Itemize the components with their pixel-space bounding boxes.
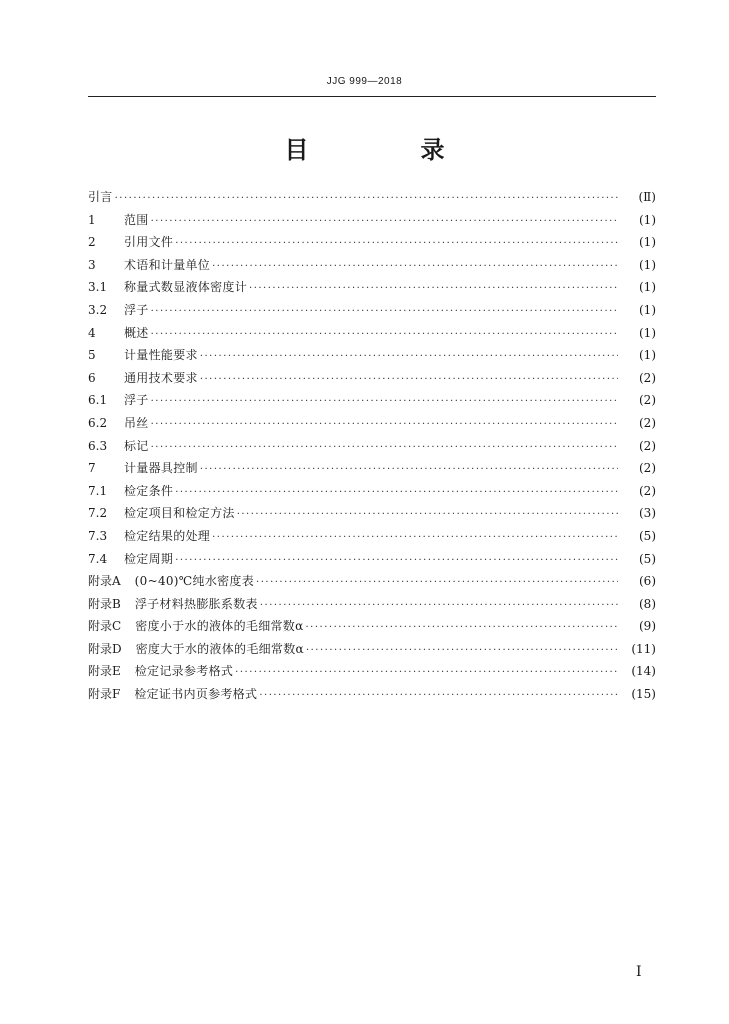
toc-entry-title: 检定周期 — [124, 551, 174, 566]
toc-entry[interactable] — [88, 480, 656, 503]
toc-entry-number: 1 — [88, 212, 96, 227]
toc-entry-page: (5) — [639, 528, 656, 543]
toc-entry-title: 检定记录参考格式 — [134, 664, 234, 679]
toc-entry-title: 密度小于水的液体的毛细常数α — [135, 619, 304, 634]
toc-dot-leader — [200, 369, 618, 392]
toc-entry-number: 附录B — [88, 596, 121, 611]
toc-entry[interactable] — [88, 412, 656, 435]
toc-entry-page: (2) — [639, 415, 656, 430]
toc-entry[interactable] — [88, 254, 656, 277]
toc-entry[interactable] — [88, 209, 656, 232]
toc-entry-page: (11) — [631, 641, 656, 656]
toc-entry-page: (1) — [639, 235, 656, 250]
toc-entry[interactable] — [88, 299, 656, 322]
toc-entry-page: (2) — [639, 438, 656, 453]
toc-entry-page: (15) — [631, 687, 656, 702]
page-title: 目 录 — [284, 136, 489, 164]
toc-dot-leader — [175, 550, 618, 573]
toc-entry-title: 范围 — [124, 212, 149, 227]
toc-entry-number: 7.1 — [88, 483, 108, 498]
toc-entry-number: 3 — [88, 257, 96, 272]
toc-entry[interactable] — [88, 615, 656, 638]
toc-dot-leader — [151, 301, 618, 324]
toc-dot-leader — [256, 572, 618, 595]
toc-entry-title: (0~40)℃纯水密度表 — [134, 574, 255, 589]
toc-entry-page: (1) — [639, 280, 656, 295]
toc-dot-leader — [151, 414, 618, 437]
toc-entry-number: 5 — [88, 348, 96, 363]
toc-entry-title: 检定项目和检定方法 — [124, 506, 235, 521]
toc-entry-title: 浮子材料热膨胀系数表 — [134, 596, 258, 611]
toc-entry-title: 计量性能要求 — [124, 348, 198, 363]
toc-entry-title: 计量器具控制 — [124, 461, 198, 476]
toc-entry-page: (1) — [639, 257, 656, 272]
toc-entry-title: 引用文件 — [124, 235, 174, 250]
toc-entry-title: 标记 — [124, 438, 149, 453]
toc-entry-title: 检定证书内页参考格式 — [134, 687, 258, 702]
document-code: JJG 999—2018 — [326, 76, 403, 87]
toc-entry-page: (2) — [639, 370, 656, 385]
toc-entry[interactable] — [88, 186, 656, 209]
toc-entry-number: 附录D — [88, 641, 122, 656]
toc-entry[interactable] — [88, 435, 656, 458]
toc-entry[interactable] — [88, 322, 656, 345]
toc-entry[interactable] — [88, 457, 656, 480]
toc-dot-leader — [151, 211, 618, 234]
toc-dot-leader — [260, 595, 618, 618]
toc-entry-number: 附录F — [88, 687, 121, 702]
toc-entry-page: (14) — [631, 664, 656, 679]
toc-dot-leader — [235, 662, 618, 685]
toc-entry-number: 6.3 — [88, 438, 108, 453]
toc-entry-number: 7.4 — [88, 551, 108, 566]
page-number: I — [636, 964, 642, 980]
toc-entry[interactable] — [88, 593, 656, 616]
toc-dot-leader — [115, 188, 618, 211]
toc-entry-title: 称量式数显液体密度计 — [124, 280, 248, 295]
toc-dot-leader — [151, 324, 618, 347]
toc-entry[interactable] — [88, 548, 656, 571]
toc-entry-number: 7.2 — [88, 506, 108, 521]
toc-entry[interactable] — [88, 367, 656, 390]
toc-entry-title: 浮子 — [124, 393, 149, 408]
toc-entry[interactable] — [88, 525, 656, 548]
toc-entry-number: 附录E — [88, 664, 121, 679]
toc-entry-page: (1) — [639, 325, 656, 340]
toc-entry-page: (6) — [639, 574, 656, 589]
toc-entry-number: 附录C — [88, 619, 122, 634]
toc-dot-leader — [175, 233, 618, 256]
toc-entry[interactable] — [88, 276, 656, 299]
toc-entry[interactable] — [88, 389, 656, 412]
header-divider — [88, 96, 656, 97]
toc-entry-page: (2) — [639, 393, 656, 408]
toc-dot-leader — [200, 346, 618, 369]
toc-entry-page: (9) — [639, 619, 656, 634]
toc-entry-page: (1) — [639, 302, 656, 317]
toc-entry-title: 概述 — [124, 325, 149, 340]
toc-entry-number: 2 — [88, 235, 96, 250]
toc-dot-leader — [200, 459, 618, 482]
toc-dot-leader — [151, 391, 618, 414]
toc-entry[interactable] — [88, 638, 656, 661]
toc-entry[interactable] — [88, 231, 656, 254]
toc-entry-page: (5) — [639, 551, 656, 566]
toc-entry-number: 3.1 — [88, 280, 108, 295]
toc-entry-title: 浮子 — [124, 302, 149, 317]
toc-dot-leader — [259, 685, 618, 708]
toc-entry-number: 附录A — [88, 574, 121, 589]
toc-entry-number: 3.2 — [88, 302, 108, 317]
toc-entry-title: 术语和计量单位 — [124, 257, 211, 272]
toc-entry-number: 4 — [88, 325, 96, 340]
toc-entry-title: 吊丝 — [124, 415, 149, 430]
toc-entry-page: (1) — [639, 348, 656, 363]
toc-entry-title: 检定结果的处理 — [124, 528, 211, 543]
toc-entry[interactable] — [88, 502, 656, 525]
toc-dot-leader — [212, 527, 618, 550]
toc-entry-number: 6 — [88, 370, 96, 385]
toc-entry[interactable] — [88, 660, 656, 683]
toc-entry-title: 检定条件 — [124, 483, 174, 498]
toc-dot-leader — [175, 482, 618, 505]
toc-entry[interactable] — [88, 683, 656, 706]
toc-entry-number: 6.1 — [88, 393, 108, 408]
toc-dot-leader — [151, 437, 618, 460]
table-of-contents — [88, 186, 656, 706]
toc-dot-leader — [306, 617, 619, 640]
toc-dot-leader — [237, 504, 618, 527]
toc-entry-page: (2) — [639, 461, 656, 476]
toc-entry-page: (3) — [639, 506, 656, 521]
toc-entry-number: 6.2 — [88, 415, 108, 430]
toc-dot-leader — [249, 278, 618, 301]
toc-dot-leader — [212, 256, 618, 279]
toc-entry-page: (8) — [639, 596, 656, 611]
toc-entry-number: 7.3 — [88, 528, 108, 543]
toc-entry[interactable] — [88, 570, 656, 593]
toc-entry-title: 密度大于水的液体的毛细常数α — [135, 641, 304, 656]
toc-entry-page: (2) — [639, 483, 656, 498]
toc-entry-page: (Ⅱ) — [638, 190, 656, 204]
toc-dot-leader — [306, 640, 618, 663]
toc-entry-number: 7 — [88, 461, 96, 476]
toc-entry[interactable] — [88, 344, 656, 367]
toc-entry-title: 引言 — [88, 190, 113, 204]
toc-entry-page: (1) — [639, 212, 656, 227]
toc-entry-title: 通用技术要求 — [124, 370, 198, 385]
